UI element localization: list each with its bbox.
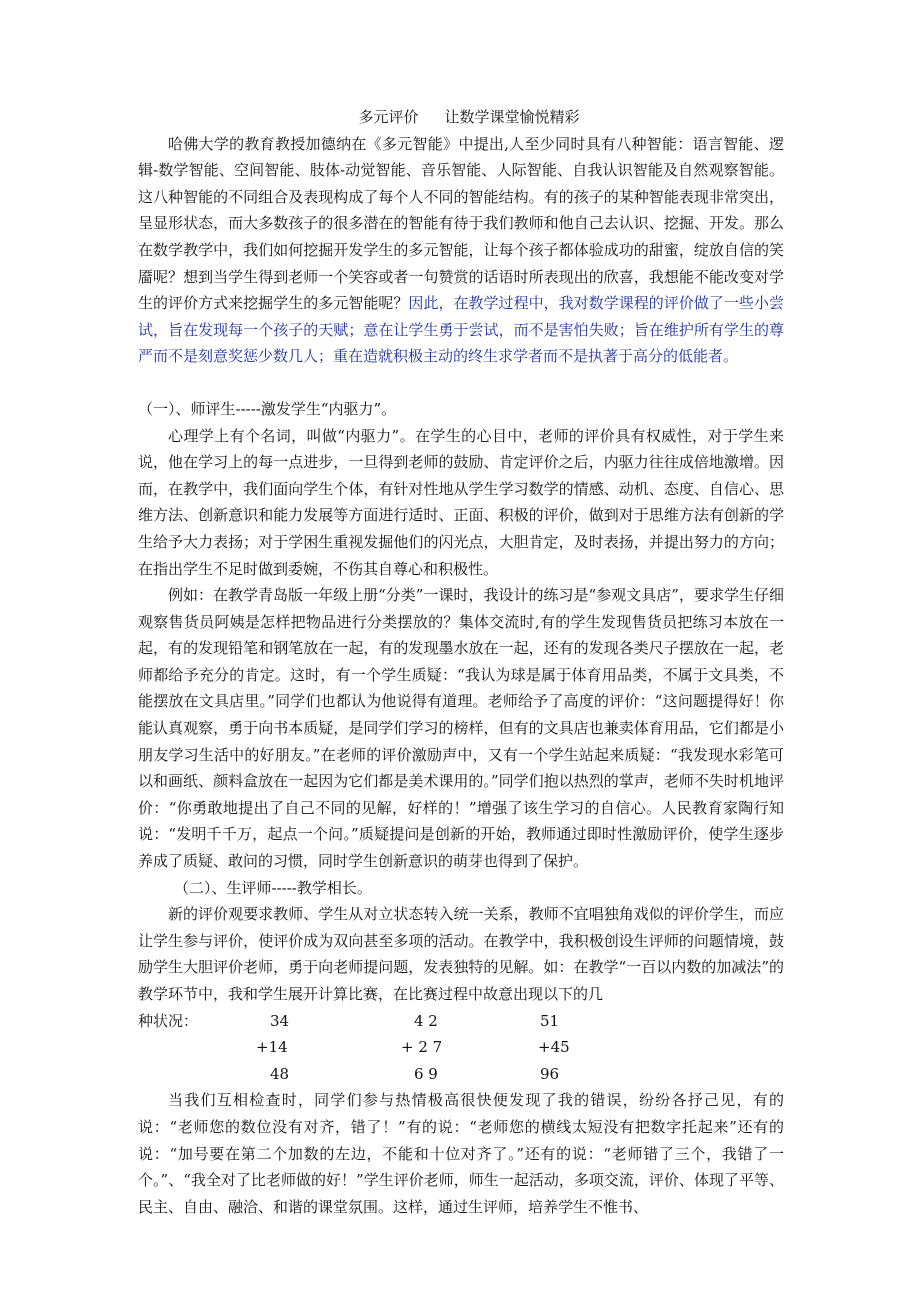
calc-3-addend-1: 51 — [540, 1011, 560, 1030]
intro-highlight-text: 因此，在教学过程中，我对数学课程的评价做了一些小尝试，旨在发现每一个孩子的天赋；意在让学生勇于尝试，而不是害怕失败；旨在维护所有学生的尊严而不是刻意奖惩少数几人；重在造就积极主动的终生求学者而不是执著于高分的低能者。 — [138, 294, 784, 366]
title-part-1: 多元评价 — [358, 108, 419, 126]
section-1-heading: （一）、师评生-----激发学生“内驱力”。 — [138, 399, 397, 418]
calculation-lead-text: 种状况： — [138, 1011, 199, 1030]
calc-1-sum: 48 — [270, 1064, 290, 1083]
calc-2-sum: 6 9 — [414, 1064, 438, 1083]
document-title — [138, 104, 784, 131]
title-part-2: 让数学课堂愉悦精彩 — [444, 108, 580, 126]
section-2-heading: （二）、生评师-----教学相长。 — [174, 878, 372, 897]
document-page — [138, 104, 784, 1220]
section-1-paragraph-1: 心理学上有个名词，叫做“内驱力”。在学生的心目中，老师的评价具有权威性，对于学生来说，他在学习上的每一点进步，一旦得到老师的鼓励、肯定评价之后，内驱力往往成倍地激增。因而，在教学中，我们面向学生个体，有针对性地从学生学习数学的情感、动机、态度、自信心、思维方法、创新意识和能力发展等方面进行适时、正面、积极的评价，做到对于思维方法有创新的学生给予大力表扬；对于学困生重视发掘他们的闪光点，大胆肯定，及时表扬，并提出努力的方向；在指出学生不足时做到委婉，不伤其自尊心和积极性。 — [138, 426, 784, 578]
calc-3-addend-2: +45 — [538, 1038, 570, 1057]
section-2-paragraph-2: 当我们互相检查时，同学们参与热情极高很快便发现了我的错误，纷纷各抒己见，有的说：“老师您的数位没有对齐，错了！”有的说：“老师您的横线太短没有把数字托起来”还有的说：“加号要在第二个加数的左边，不能和十位对齐了。”还有的说：“老师错了三个，我错了一个。”、“我全对了比老师做的好！”学生评价老师，师生一起活动，多项交流，评价、体现了平等、民主、自由、融洽、和谐的课堂氛围。这样，通过生评师，培养学生不惟书、 — [138, 1091, 784, 1216]
calc-1-addend-2: +14 — [256, 1038, 288, 1057]
calculation-examples — [138, 1008, 784, 1088]
intro-paragraph — [138, 131, 784, 370]
calc-2-addend-1: 4 2 — [414, 1011, 438, 1030]
intro-text: 哈佛大学的教育教授加德纳在《多元智能》中提出,人至少同时具有八种智能：语言智能、逻辑-数学智能、空间智能、肢体-动觉智能、音乐智能、人际智能、自我认识智能及自然观察智能。这八种智能的不同组合及表现构成了每个人不同的智能结构。有的孩子的某种智能表现非常突出，呈显形状态，而大多数孩子的很多潜在的智能有待于我们教师和他自己去认识、挖掘、开发。那么在数学教学中，我们如何挖掘开发学生的多元智能，让每个孩子都体验成功的甜蜜，绽放自信的笑靥呢？想到当学生得到老师一个笑容或者一句赞赏的话语时所表现出的欣喜，我想能不能改变对学生的评价方式来挖掘学生的多元智能呢？ — [138, 134, 784, 313]
section-2-paragraph-1: 新的评价观要求教师、学生从对立状态转入统一关系，教师不宜唱独角戏似的评价学生，而应让学生参与评价，使评价成为双向甚至多项的活动。在教学中，我积极创设生评师的问题情境，鼓励学生大胆评价老师，勇于向老师提问题，发表独特的见解。如：在教学“一百以内数的加减法”的教学环节中，我和学生展开计算比赛，在比赛过程中故意出现以下的几 — [138, 905, 784, 1003]
calc-1-addend-1: 34 — [270, 1011, 290, 1030]
section-1-paragraph-2: 例如：在教学青岛版一年级上册“分类”一课时，我设计的练习是“参观文具店”，要求学生仔细观察售货员阿姨是怎样把物品进行分类摆放的？集体交流时,有的学生发现售货员把练习本放在一起，有的发现铅笔和钢笔放在一起，有的发现墨水放在一起，还有的发现各类尺子摆放在一起，老师都给予充分的肯定。这时，有一个学生质疑：“我认为球是属于体育用品类，不属于文具类，不能摆放在文具店里。”同学们也都认为他说得有道理。老师给予了高度的评价：“这问题提得好！你能认真观察，勇于向书本质疑，是同学们学习的榜样，但有的文具店也兼卖体育用品，它们都是小朋友学习生活中的好朋友。”在老师的评价激励声中，又有一个学生站起来质疑：“我发现水彩笔可以和画纸、颜料盒放在一起因为它们都是美术课用的。”同学们抱以热烈的掌声，老师不失时机地评价：“你勇敢地提出了自己不同的见解，好样的！”增强了该生学习的自信心。人民教育家陶行知说：“发明千千万，起点一个问。”质疑提问是创新的开始，教师通过即时性激励评价，使学生逐步养成了质疑、敢问的习惯，同时学生创新意识的萌芽也得到了保护。 — [138, 586, 784, 871]
calc-2-addend-2: + 2 7 — [401, 1038, 443, 1057]
calc-3-sum: 96 — [540, 1064, 560, 1083]
